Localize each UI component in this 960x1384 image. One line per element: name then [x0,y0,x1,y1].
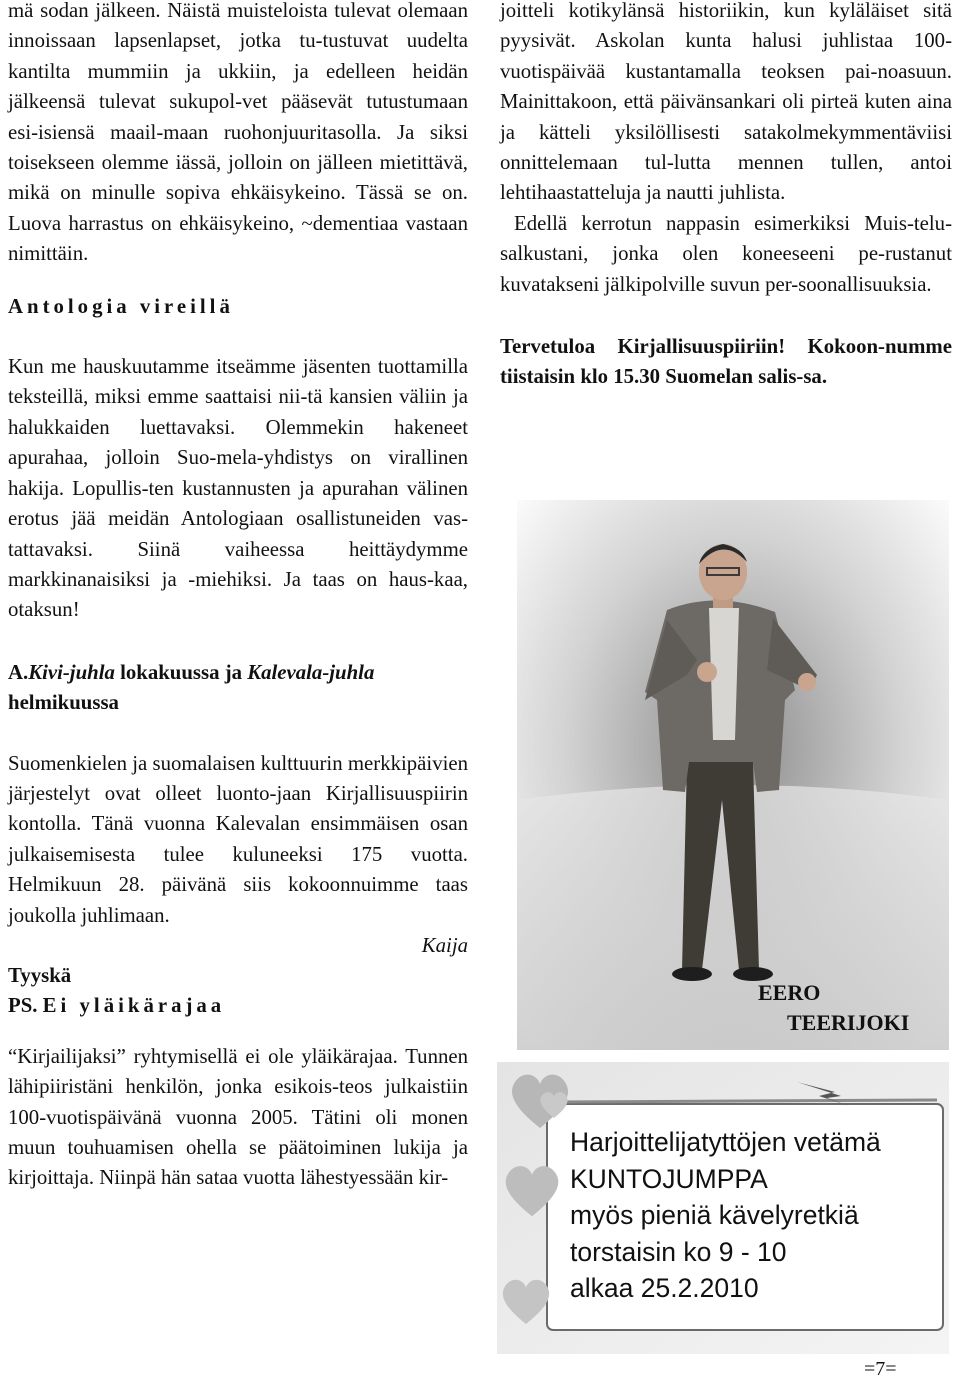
paragraph-kalevala: Suomenkielen ja suomalaisen kulttuurin merkkipäivien järjestelyt ovat olleet luonto-jaan Kirjallisuuspiirin kontolla. Tänä vuonna Kalevalan ensimmäisen osan julkaisemisesta tulee kuluneeksi 175 vuotta. Helmikuun 28. päivänä siis kokoonnuimme taas joukolla juhlimaan. [8,751,468,927]
right-column [500,0,952,393]
heading-kalevala-juhla: Kalevala-juhla [247,660,375,684]
ps-label: PS. [8,994,43,1018]
heading-kivi-kalevala [8,658,468,719]
paragraph-tervetuloa: Tervetuloa Kirjallisuuspiiriin! Kokoon-numme tiistaisin klo 15.30 Suomelan salis-sa. [500,335,952,389]
photo-image [517,500,949,1050]
heart-icon-3 [497,1272,555,1328]
notice-line-2: KUNTOJUMPPA [570,1163,768,1194]
paragraph-historiikki: joitteli kotikylänsä historiikin, kun kyläläiset sitä pyysivät. Askolan kunta halusi juhlistaa 100-vuotispäivää kustantamalla teoksen pai-noasuun. Mainittakoon, että päivänsankari oli pirteä kuten aina ja kätteli yksilöllisesti satakolmekymmentäviisi onnittelemaan tul-lutta mennen tullen, antoi lehtihaastatteluja ja nautti juhlista. [500,0,952,205]
caption-first-name: EERO [758,980,821,1005]
photo-eero-teerijoki [517,500,949,1050]
author-tyyska: Tyyskä [8,963,72,987]
signature-kaija: Kaija [421,933,468,957]
paragraph-antologia: Kun me hauskuutamme itseämme jäsenten tuottamilla teksteillä, miksi emme saattaisi nii-tä kansien väliin ja halukkaiden luettavaksi. Olemmekin hakeneet apurahaa, jolloin Suo-mela-yhdistys on virallinen hakija. Lopullis-ten kustannusten ja apurahan välinen erotus jää meidän Antologiaan osallistuneiden vas-tattavaksi. Siinä vaiheessa heittäydymme markkinanaisiksi ja -miehiksi. Ja taas on haus-kaa, otaksun! [8,355,468,622]
small-heart-icon [537,1088,571,1120]
heading-kivi-prefix: A. [8,660,29,684]
ps-title: Ei yläikärajaa [42,994,226,1018]
heading-kivi-middle: lokakuussa ja [114,660,248,684]
paragraph-muistelu-salkku: Edellä kerrotun nappasin esimerkiksi Muis-telu-salkustani, jonka olen koneeseeni pe-rustanut kuvatakseni jälkipolville suvun per-soonallisuuksia. [500,211,952,296]
notice-text [570,1124,940,1307]
paragraph-ylaikaraja: “Kirjailijaksi” ryhtymisellä ei ole yläikärajaa. Tunnen lähipiiristäni henkilön, jonka esikois-teos julkaistiin 100-vuotispäivänä vuonna 2005. Tätini oli monen muun touhuamisen ohella se päätoiminen lukija ja kirjoittaja. Niinpä hän sataa vuotta lähestyessään kir- [8,1044,468,1190]
page-number: =7= [864,1358,897,1380]
heading-kivi-end: helmikuussa [8,691,119,715]
heading-antologia: Antologia vireillä [8,294,234,318]
notice-line-4: torstaisin ko 9 - 10 [570,1236,787,1267]
paragraph-muistelot: mä sodan jälkeen. Näistä muisteloista tulevat olemaan innoissaan lapsenlapset, jotka tu-tustuvat uudelta kantilta mummiin ja ukkiin, ja edelleen heidän jälkeensä tulevat sukupol-vet pääsevät tutustumaan esi-isiensä maail-maan ruohonjuuritasolla. Ja siksi toisekseen olemme iässä, jolloin on jälleen mietittävä, mikä on minulle sopiva ehkäisykeino. Tässä se on. Luova harrastus on ehkäisykeino, ~dementiaa vastaan nimittäin. [8,0,468,266]
heart-icon-2 [499,1158,565,1220]
left-column [8,0,468,1194]
heading-kivi-juhla: Kivi-juhla [28,660,115,684]
notice-line-1: Harjoittelijatyttöjen vetämä [570,1127,881,1157]
heading-ps [8,991,468,1021]
notice-line-5: alkaa 25.2.2010 [570,1273,759,1304]
notice-line-3: myös pieniä kävelyretkiä [570,1200,859,1231]
caption-last-name: TEERIJOKI [787,1010,910,1035]
